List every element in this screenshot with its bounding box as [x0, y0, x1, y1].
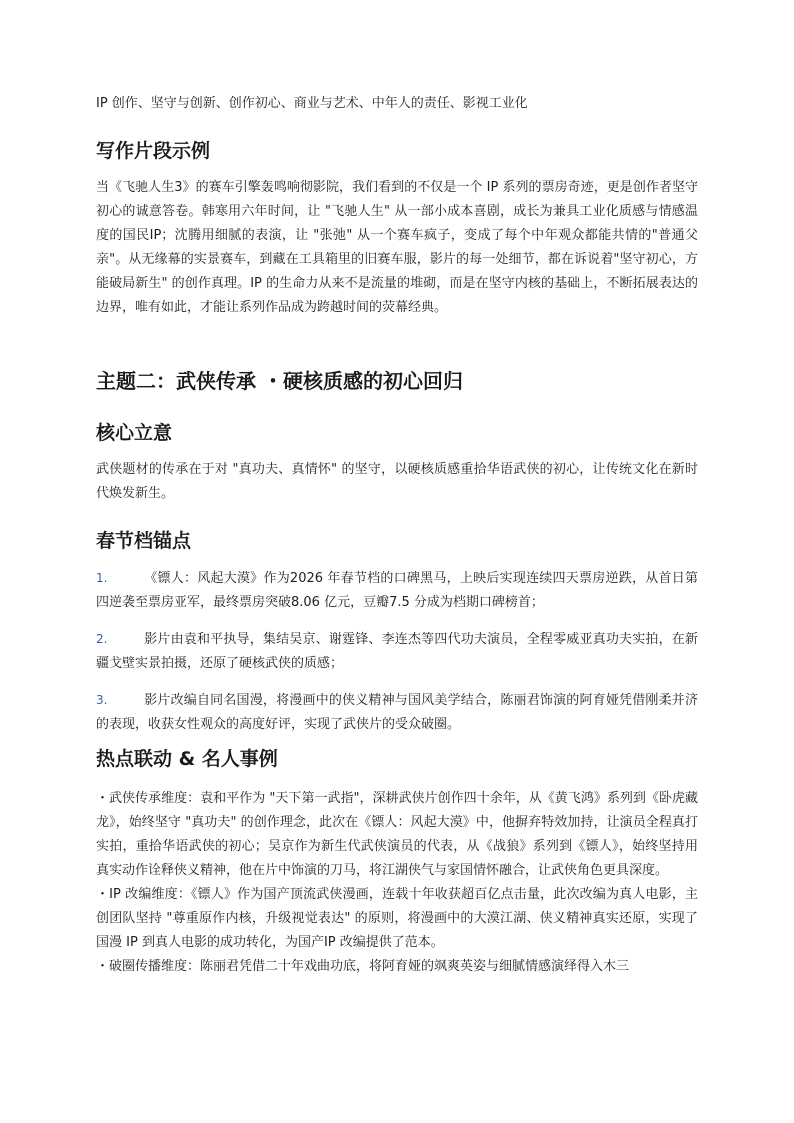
list-number: 2.: [96, 632, 108, 646]
writing-example-paragraph: 当《飞驰人生3》的赛车引擎轰鸣响彻影院，我们看到的不仅是一个 IP 系列的票房奇迹，更是创作者坚守初心的诚意答卷。韩寒用六年时间，让 "飞驰人生" 从一部小成本喜剧，成长为兼具工业化质感与情感温度的国民IP；沈腾用细腻的表演，让 "张弛" 从一个赛车疯子，变成了每个中年观众都能共情的"普通父亲"。从无缘幕的实景赛车，到藏在工具箱里的旧赛车服，影片的每一处细节，都在诉说着"坚守初心，方能破局新生" 的创作真理。IP 的生命力从来不是流量的堆砌，而是在坚守内核的基础上，不断拓展表达的边界，唯有如此，才能让系列作品成为跨越时间的荧幕经典。: [96, 180, 698, 315]
list-item: [96, 566, 698, 615]
keywords-line: IP 创作、坚守与创新、创作初心、商业与艺术、中年人的责任、影视工业化: [96, 96, 528, 111]
list-number: 1.: [96, 571, 108, 585]
list-item: [96, 688, 698, 737]
list-item-text: 影片由袁和平执导，集结吴京、谢霆锋、李连杰等四代功夫演员，全程零威亚真功夫实拍，在新疆戈壁实景拍摄，还原了硬核武侠的质感；: [96, 632, 698, 671]
list-number: 3.: [96, 693, 108, 707]
section-heading-core-idea: 核心立意: [96, 422, 173, 444]
hotspot-bullet-list: [96, 787, 698, 979]
list-item: ・破圈传播维度：陈丽君凭借二十年戏曲功底，将阿育娅的飒爽英姿与细腻情感演绎得入木三: [96, 959, 630, 974]
section-heading-hotspot: 热点联动 & 名人事例: [96, 748, 278, 770]
list-item-text: 《镖人：风起大漠》作为2026 年春节档的口碑黑马，上映后实现连续四天票房逆跌，从首日第四逆袭至票房亚军，最终票房突破8.06 亿元，豆瓣7.5 分成为档期口碑榜首；: [96, 571, 698, 610]
section-heading-writing-example: 写作片段示例: [96, 140, 211, 162]
core-idea-paragraph: 武侠题材的传承在于对 "真功夫、真情怀" 的坚守，以硬核质感重拾华语武侠的初心，让传统文化在新时代焕发新生。: [96, 462, 698, 501]
list-item: ・IP 改编维度：《镖人》作为国产顶流武侠漫画，连载十年收获超百亿点击量，此次改编为真人电影，主创团队坚持 "尊重原作内核，升级视觉表达" 的原则，将漫画中的大漠江湖、侠义精神真实还原，实现了国漫 IP 到真人电影的成功转化，为国产IP 改编提供了范本。: [96, 887, 698, 950]
list-item-text: 影片改编自同名国漫，将漫画中的侠义精神与国风美学结合，陈丽君饰演的阿育娅凭借刚柔并济的表现，收获女性观众的高度好评，实现了武侠片的受众破圈。: [96, 693, 698, 732]
list-item: ・武侠传承维度：袁和平作为 "天下第一武指"，深耕武侠片创作四十余年，从《黄飞鸿》系列到《卧虎藏龙》，始终坚守 "真功夫" 的创作理念，此次在《镖人：风起大漠》中，他摒弃特效加持，让演员全程真打实拍，重拾华语武侠的初心；吴京作为新生代武侠演员的代表，从《战狼》系列到《镖人》，始终坚持用真实动作诠释侠义精神，他在片中饰演的刀马，将江湖侠气与家国情怀融合，让武侠角色更具深度。: [96, 791, 698, 878]
section-heading-spring-anchor: 春节档锚点: [96, 530, 192, 552]
spring-anchor-list: [96, 566, 698, 749]
theme-two-title: 主题二：武侠传承 ・硬核质感的初心回归: [96, 369, 463, 393]
list-item: [96, 627, 698, 676]
